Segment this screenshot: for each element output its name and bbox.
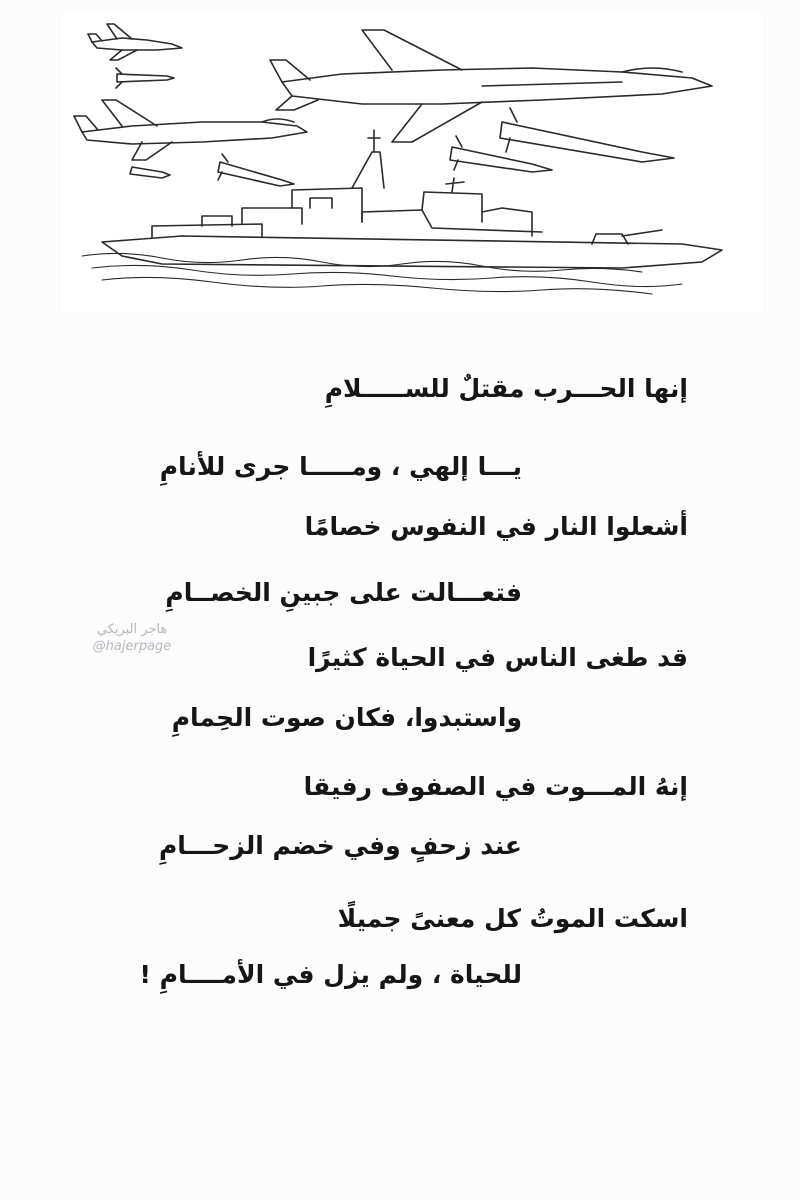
- poem-line-2: يـــا إلهي ، ومـــــا جرى للأنامِ: [159, 452, 522, 481]
- missile-icon: [500, 108, 674, 162]
- poem-line-10: للحياة ، ولم يزل في الأمــــامِ !: [139, 960, 522, 989]
- poem-line-8: عند زحفٍ وفي خضم الزحـــامِ: [158, 831, 522, 860]
- missile-icon: [130, 167, 170, 178]
- watermark-name: هاجر البريكي: [96, 622, 168, 637]
- missile-icon: [116, 68, 174, 88]
- fighter-jet-icon: [74, 100, 307, 160]
- poem-line-9: اسكت الموتُ كل معنىً جميلًا: [337, 904, 688, 933]
- fighter-jet-icon: [270, 30, 712, 142]
- poem-line-3: أشعلوا النار في النفوس خصامًا: [304, 512, 688, 541]
- fighter-jet-icon: [88, 24, 182, 60]
- poem-line-4: فتعـــالت على جبينِ الخصــامِ: [165, 578, 522, 607]
- poem-line-5: قد طغى الناس في الحياة كثيرًا: [307, 643, 688, 672]
- war-scene-drawing: [62, 12, 762, 312]
- warship-icon: [102, 130, 722, 268]
- poem-line-6: واستبدوا، فكان صوت الحِمامِ: [171, 703, 522, 732]
- war-illustration: [62, 12, 762, 312]
- sea-waves-icon: [82, 253, 682, 294]
- poem-line-1: إنها الحـــرب مقتلٌ للســـــلامِ: [324, 374, 688, 403]
- missile-icon: [450, 136, 552, 172]
- missile-icon: [218, 154, 294, 186]
- poem-line-7: إنهُ المـــوت في الصفوف رفيقا: [303, 772, 688, 801]
- watermark-handle: @hajerpage: [92, 639, 172, 654]
- watermark: [62, 622, 202, 654]
